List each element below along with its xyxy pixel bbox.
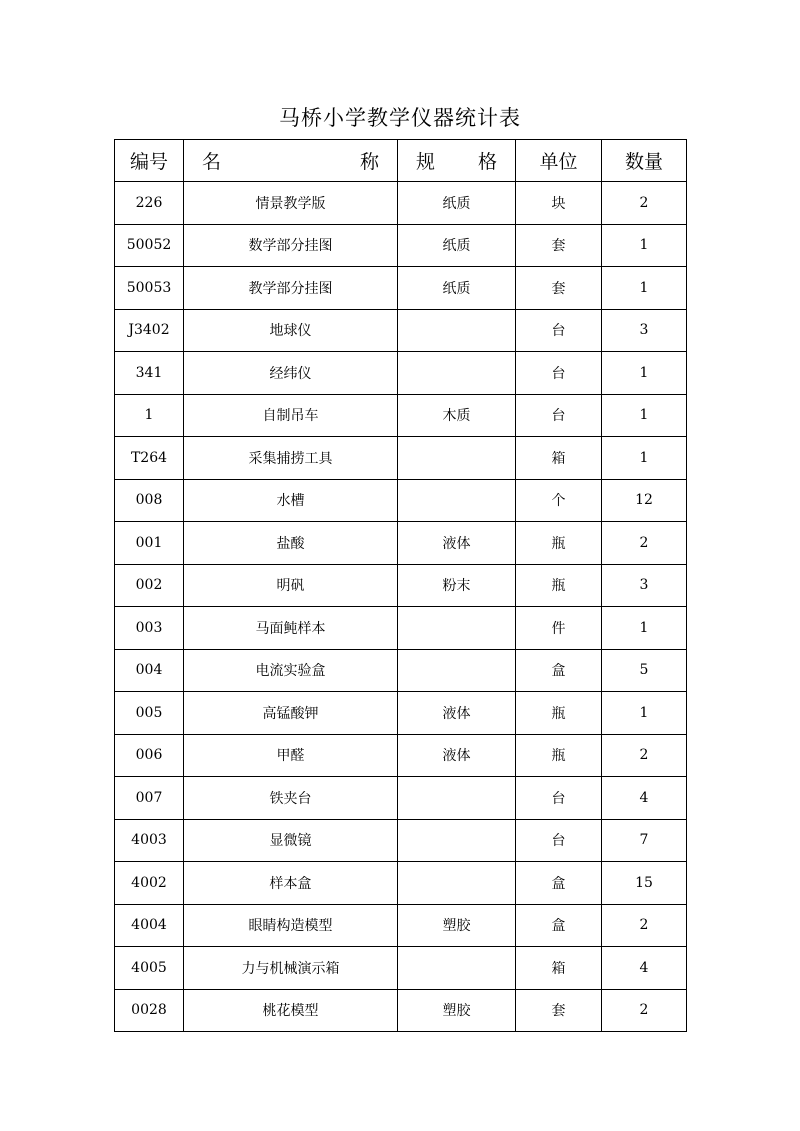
table-row — [115, 309, 687, 352]
header-name-left: 名 — [202, 151, 222, 173]
item-name-cell: 样本盒 — [184, 862, 398, 905]
item-qty-cell: 1 — [602, 607, 687, 650]
item-qty-cell: 2 — [602, 182, 687, 225]
item-code-cell: 1 — [115, 394, 184, 437]
item-name-cell: 高锰酸钾 — [184, 692, 398, 735]
item-name-cell: 眼睛构造模型 — [184, 904, 398, 947]
item-spec-cell: 塑胶 — [398, 989, 516, 1032]
item-unit-cell: 台 — [516, 819, 602, 862]
item-code-cell: 4003 — [115, 819, 184, 862]
item-name-cell: 教学部分挂图 — [184, 267, 398, 310]
item-unit-cell: 台 — [516, 352, 602, 395]
item-name-cell: 电流实验盒 — [184, 649, 398, 692]
table-row — [115, 649, 687, 692]
item-spec-cell: 纸质 — [398, 182, 516, 225]
table-row — [115, 479, 687, 522]
item-name-cell: 采集捕捞工具 — [184, 437, 398, 480]
item-unit-cell: 瓶 — [516, 522, 602, 565]
item-qty-cell: 1 — [602, 692, 687, 735]
header-spec-right: 格 — [477, 151, 497, 173]
item-spec-cell: 液体 — [398, 522, 516, 565]
item-code-cell: 008 — [115, 479, 184, 522]
item-unit-cell: 瓶 — [516, 692, 602, 735]
table-row — [115, 904, 687, 947]
table-row — [115, 182, 687, 225]
item-qty-cell: 1 — [602, 437, 687, 480]
page-title: 马桥小学教学仪器统计表 — [279, 106, 521, 130]
table-row — [115, 607, 687, 650]
item-spec-cell: 纸质 — [398, 267, 516, 310]
item-qty-cell: 2 — [602, 989, 687, 1032]
table-row — [115, 267, 687, 310]
item-unit-cell: 台 — [516, 394, 602, 437]
table-row — [115, 777, 687, 820]
table-row — [115, 394, 687, 437]
item-spec-cell — [398, 777, 516, 820]
item-unit-cell: 盒 — [516, 904, 602, 947]
item-name-cell: 显微镜 — [184, 819, 398, 862]
item-name-cell: 情景教学版 — [184, 182, 398, 225]
item-qty-cell: 12 — [602, 479, 687, 522]
item-name-cell: 盐酸 — [184, 522, 398, 565]
item-unit-cell: 套 — [516, 267, 602, 310]
item-spec-cell — [398, 819, 516, 862]
item-unit-cell: 件 — [516, 607, 602, 650]
item-spec-cell: 木质 — [398, 394, 516, 437]
item-code-cell: 226 — [115, 182, 184, 225]
item-code-cell: 4002 — [115, 862, 184, 905]
item-qty-cell: 2 — [602, 522, 687, 565]
item-name-cell: 数学部分挂图 — [184, 224, 398, 267]
item-code-cell: 004 — [115, 649, 184, 692]
table-row — [115, 989, 687, 1032]
item-code-cell: 007 — [115, 777, 184, 820]
item-spec-cell — [398, 607, 516, 650]
item-code-cell: J3402 — [115, 309, 184, 352]
header-spec-left: 规 — [416, 151, 436, 173]
item-unit-cell: 盒 — [516, 862, 602, 905]
item-code-cell: 50052 — [115, 224, 184, 267]
item-qty-cell: 1 — [602, 394, 687, 437]
item-spec-cell: 塑胶 — [398, 904, 516, 947]
inventory-table — [114, 139, 687, 1032]
item-code-cell: 4005 — [115, 947, 184, 990]
item-unit-cell: 瓶 — [516, 564, 602, 607]
header-qty: 数量 — [602, 140, 687, 182]
item-code-cell: 005 — [115, 692, 184, 735]
item-unit-cell: 箱 — [516, 947, 602, 990]
item-spec-cell — [398, 309, 516, 352]
item-spec-cell — [398, 479, 516, 522]
item-name-cell: 力与机械演示箱 — [184, 947, 398, 990]
item-name-cell: 马面鲀样本 — [184, 607, 398, 650]
table-row — [115, 522, 687, 565]
table-body — [115, 182, 687, 1032]
item-code-cell: 0028 — [115, 989, 184, 1032]
table-row — [115, 947, 687, 990]
item-qty-cell: 2 — [602, 904, 687, 947]
table-row — [115, 224, 687, 267]
item-spec-cell: 液体 — [398, 734, 516, 777]
item-qty-cell: 3 — [602, 309, 687, 352]
item-unit-cell: 箱 — [516, 437, 602, 480]
item-qty-cell: 1 — [602, 224, 687, 267]
item-unit-cell: 盒 — [516, 649, 602, 692]
item-unit-cell: 套 — [516, 224, 602, 267]
item-spec-cell: 粉末 — [398, 564, 516, 607]
item-code-cell: 003 — [115, 607, 184, 650]
table-row — [115, 437, 687, 480]
item-name-cell: 自制吊车 — [184, 394, 398, 437]
item-code-cell: 001 — [115, 522, 184, 565]
item-spec-cell — [398, 437, 516, 480]
table-row — [115, 352, 687, 395]
item-unit-cell: 瓶 — [516, 734, 602, 777]
item-qty-cell: 1 — [602, 267, 687, 310]
item-qty-cell: 3 — [602, 564, 687, 607]
item-name-cell: 明矾 — [184, 564, 398, 607]
item-code-cell: 341 — [115, 352, 184, 395]
item-code-cell: 006 — [115, 734, 184, 777]
item-name-cell: 桃花模型 — [184, 989, 398, 1032]
item-code-cell: 50053 — [115, 267, 184, 310]
item-spec-cell: 液体 — [398, 692, 516, 735]
item-qty-cell: 7 — [602, 819, 687, 862]
item-code-cell: 4004 — [115, 904, 184, 947]
header-name-right: 称 — [359, 151, 379, 173]
item-spec-cell — [398, 947, 516, 990]
item-code-cell: 002 — [115, 564, 184, 607]
item-name-cell: 水槽 — [184, 479, 398, 522]
table-row — [115, 692, 687, 735]
item-spec-cell: 纸质 — [398, 224, 516, 267]
item-unit-cell: 块 — [516, 182, 602, 225]
item-qty-cell: 1 — [602, 352, 687, 395]
item-code-cell: T264 — [115, 437, 184, 480]
item-unit-cell: 台 — [516, 777, 602, 820]
item-qty-cell: 4 — [602, 777, 687, 820]
item-unit-cell: 套 — [516, 989, 602, 1032]
item-name-cell: 经纬仪 — [184, 352, 398, 395]
item-spec-cell — [398, 862, 516, 905]
item-qty-cell: 4 — [602, 947, 687, 990]
item-name-cell: 地球仪 — [184, 309, 398, 352]
item-name-cell: 甲醛 — [184, 734, 398, 777]
item-spec-cell — [398, 352, 516, 395]
header-code: 编号 — [115, 140, 184, 182]
table-header-row — [115, 140, 687, 182]
table-row — [115, 819, 687, 862]
table-row — [115, 862, 687, 905]
item-spec-cell — [398, 649, 516, 692]
item-unit-cell: 台 — [516, 309, 602, 352]
table-row — [115, 734, 687, 777]
table-row — [115, 564, 687, 607]
item-name-cell: 铁夹台 — [184, 777, 398, 820]
header-spec — [398, 140, 516, 182]
item-qty-cell: 15 — [602, 862, 687, 905]
header-name — [184, 140, 398, 182]
item-qty-cell: 5 — [602, 649, 687, 692]
item-qty-cell: 2 — [602, 734, 687, 777]
header-unit: 单位 — [516, 140, 602, 182]
item-unit-cell: 个 — [516, 479, 602, 522]
